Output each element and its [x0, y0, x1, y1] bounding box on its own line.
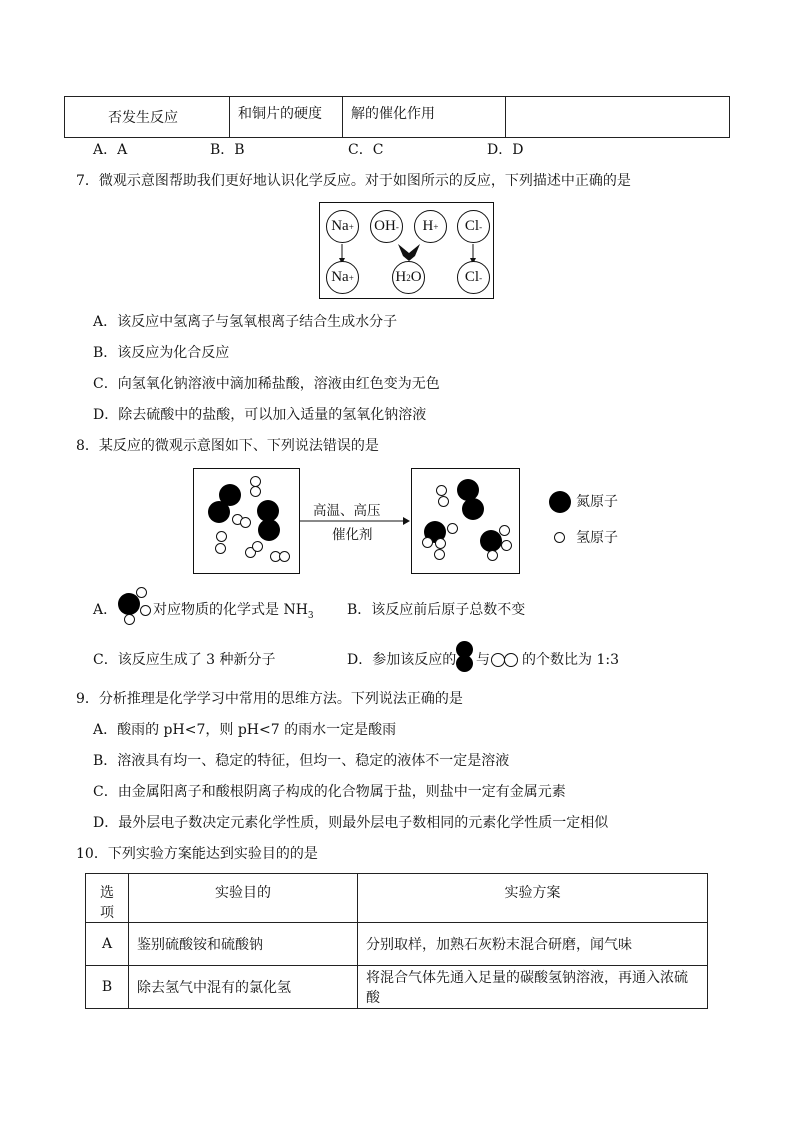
cl-ion-bottom: Cl -: [457, 261, 490, 294]
h-atom: [240, 517, 251, 528]
table-cell: A: [86, 923, 129, 966]
q6-cell: [506, 97, 730, 138]
q6-option: C．C: [348, 142, 384, 158]
table-header: 选项: [86, 874, 129, 923]
q7-option: A．该反应中氢离子与氢氧根离子结合生成水分子: [93, 314, 398, 330]
q6-option: D．D: [487, 142, 524, 158]
h-atom: [434, 549, 445, 560]
q8-option-b: B．该反应前后原子总数不变: [347, 602, 526, 618]
q7-option: C．向氢氧化钠溶液中滴加稀盐酸，溶液由红色变为无色: [93, 376, 440, 392]
q9-option: B．溶液具有均一、稳定的特征，但均一、稳定的液体不一定是溶液: [93, 753, 510, 769]
legend-n-atom: [549, 491, 571, 513]
q6-option: B．B: [210, 142, 245, 158]
h-atom: [501, 540, 512, 551]
n2-molecule-icon: [456, 641, 474, 673]
h-atom: [438, 496, 449, 507]
n-atom: [480, 530, 502, 552]
q8-reactant-box: [193, 468, 300, 574]
h-atom: [436, 485, 447, 496]
table-cell: 分别取样，加熟石灰粉末混合研磨，闻气味: [358, 923, 708, 966]
q6-cell: 和铜片的硬度: [230, 97, 343, 138]
q9-option: A．酸雨的 pH<7，则 pH<7 的雨水一定是酸雨: [93, 722, 397, 738]
n-atom: [258, 519, 280, 541]
q8-option-a: 对应物质的化学式是 $NH_3$: [153, 602, 314, 621]
q6-cell: 解的催化作用: [343, 97, 506, 138]
h-atom: [215, 543, 226, 554]
q8-option-d-label: D．参加该反应的: [347, 652, 457, 668]
h2-molecule-icon: [491, 653, 521, 667]
q7-option: B．该反应为化合反应: [93, 345, 230, 361]
h-atom: [216, 531, 227, 542]
h-atom: [279, 551, 290, 562]
q6-table: [64, 96, 730, 138]
n-atom: [462, 498, 484, 520]
h-atom: [499, 525, 510, 536]
table-cell: 将混合气体先通入足量的碳酸氢钠溶液，再通入浓硫酸: [358, 966, 708, 1009]
q8-stem: 8．某反应的微观示意图如下、下列说法错误的是: [76, 438, 379, 454]
oh-ion: OH -: [370, 210, 403, 243]
h-atom: [250, 486, 261, 497]
q10-stem: 10．下列实验方案能达到实验目的的是: [76, 846, 318, 862]
nh3-molecule-icon: [116, 587, 154, 627]
legend-h-label: 氢原子: [576, 530, 618, 546]
table-cell: 鉴别硫酸铵和硫酸钠: [129, 923, 358, 966]
h-ion: H +: [414, 210, 447, 243]
q8-condition-1: 高温、高压: [313, 503, 381, 519]
q8-option-d-end: 的个数比为 1:3: [522, 652, 619, 668]
na-ion-bottom: Na +: [326, 261, 359, 294]
q6-option: A．A: [93, 142, 128, 158]
q9-stem: 9．分析推理是化学学习中常用的思维方法。下列说法正确的是: [76, 691, 463, 707]
h-atom: [435, 538, 446, 549]
h-atom: [487, 550, 498, 561]
h-atom: [447, 523, 458, 534]
q6-cell: 否发生反应: [65, 97, 230, 138]
q9-option: C．由金属阳离子和酸根阴离子构成的化合物属于盐，则盐中一定有金属元素: [93, 784, 566, 800]
q7-ion-diagram: [319, 202, 494, 299]
q8-product-box: [411, 468, 520, 574]
na-ion-top: Na +: [326, 210, 359, 243]
water-molecule: H 2 O: [392, 261, 425, 294]
q9-option: D．最外层电子数决定元素化学性质，则最外层电子数相同的元素化学性质一定相似: [93, 815, 609, 831]
q8-condition-2: 催化剂: [332, 527, 373, 543]
table-cell: 除去氢气中混有的氯化氢: [129, 966, 358, 1009]
h-atom: [252, 541, 263, 552]
legend-n-label: 氮原子: [576, 494, 618, 510]
table-header: 实验方案: [358, 874, 708, 923]
table-header: 实验目的: [129, 874, 358, 923]
n-atom: [208, 501, 230, 523]
q7-option: D．除去硫酸中的盐酸，可以加入适量的氢氧化钠溶液: [93, 407, 427, 423]
legend-h-atom: [554, 532, 565, 543]
h-atom: [422, 537, 433, 548]
q7-stem: 7．微观示意图帮助我们更好地认识化学反应。对于如图所示的反应，下列描述中正确的是: [76, 173, 631, 189]
q10-table: [85, 873, 708, 1009]
table-cell: B: [86, 966, 129, 1009]
cl-ion-top: Cl -: [457, 210, 490, 243]
q8-option-a-label: A．: [93, 602, 118, 618]
q8-option-d-mid: 与: [476, 652, 490, 668]
q8-option-c: C．该反应生成了 3 种新分子: [93, 652, 276, 668]
